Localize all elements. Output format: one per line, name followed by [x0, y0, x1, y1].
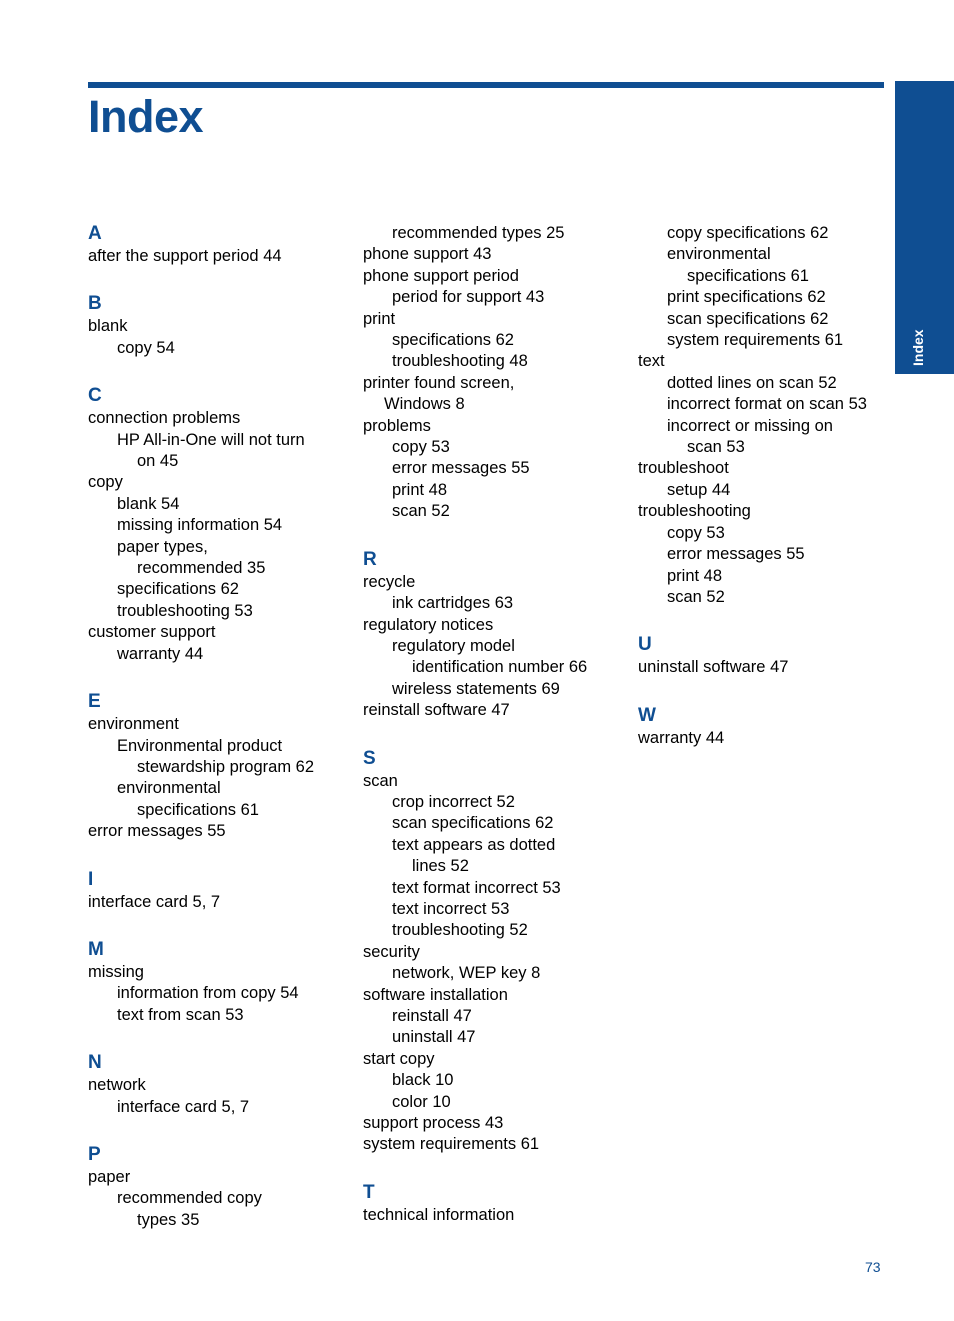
index-entry: customer support — [88, 623, 216, 642]
index-subentry: blank 54 — [117, 494, 180, 513]
index-subentry: incorrect format on scan 53 — [667, 395, 867, 414]
index-subentry: HP All-in-One will not turn — [117, 430, 305, 449]
index-subentry-continuation: identification number 66 — [412, 658, 588, 677]
index-entry: uninstall software 47 — [638, 658, 789, 677]
index-entry: software installation — [363, 985, 508, 1004]
index-subentry: scan 52 — [392, 502, 450, 521]
index-subentry: environmental — [667, 245, 771, 264]
index-entry: security — [363, 942, 420, 961]
index-entry: technical information — [363, 1205, 515, 1224]
index-section-e — [88, 690, 314, 842]
index-subentry: recommended copy — [117, 1189, 262, 1208]
index-subentry: specifications 62 — [392, 331, 514, 350]
index-column-3 — [638, 222, 867, 774]
index-subentry: network, WEP key 8 — [392, 964, 541, 983]
index-subentry: troubleshooting 48 — [392, 352, 528, 371]
index-subentry: missing information 54 — [117, 516, 283, 535]
index-subentry: reinstall 47 — [392, 1007, 472, 1025]
index-entry: system requirements 61 — [363, 1135, 540, 1154]
index-subentry: interface card 5, 7 — [117, 1097, 250, 1116]
index-subentry-continuation: scan 53 — [687, 438, 745, 457]
index-entry: regulatory notices — [363, 615, 494, 634]
index-subentry-continuation: on 45 — [137, 452, 179, 471]
index-subentry: text from scan 53 — [117, 1005, 244, 1024]
index-entry-continuation: Windows 8 — [384, 395, 465, 414]
index-section-w — [638, 704, 867, 749]
index-entry: blank — [88, 317, 128, 336]
index-entry: reinstall software 47 — [363, 701, 510, 720]
index-subentry: copy 53 — [392, 438, 450, 457]
index-subentry: copy specifications 62 — [667, 224, 829, 242]
index-subentry: copy 54 — [117, 338, 175, 357]
index-entry: environment — [88, 715, 179, 734]
index-subentry: regulatory model — [392, 636, 515, 655]
index-subentry-continuation: specifications 61 — [137, 800, 259, 819]
index-entry: troubleshooting — [638, 502, 751, 521]
index-subentry: troubleshooting 52 — [392, 921, 528, 940]
page-title: Index — [88, 91, 204, 142]
index-subentry: print 48 — [392, 480, 448, 499]
index-subentry: uninstall 47 — [392, 1028, 476, 1047]
index-subentry-continuation: stewardship program 62 — [137, 757, 315, 776]
index-subentry: ink cartridges 63 — [392, 594, 514, 613]
section-letter: N — [88, 1052, 102, 1074]
index-entry: problems — [363, 416, 431, 435]
index-entry: text — [638, 352, 665, 371]
index-subentry: Environmental product — [117, 736, 283, 755]
index-subentry: print specifications 62 — [667, 288, 826, 307]
index-entry: missing — [88, 962, 144, 981]
index-subentry: specifications 62 — [117, 580, 239, 599]
index-subentry: text appears as dotted — [392, 835, 556, 854]
index-subentry: paper types, — [117, 537, 208, 556]
index-subentry: recommended types 25 — [392, 224, 565, 242]
index-entry: connection problems — [88, 409, 241, 428]
index-entry: warranty 44 — [638, 728, 725, 747]
section-letter: B — [88, 293, 102, 315]
index-subentry: period for support 43 — [392, 288, 545, 307]
section-letter: S — [363, 747, 376, 769]
index-subentry: system requirements 61 — [667, 331, 844, 350]
index-subentry: troubleshooting 53 — [117, 601, 253, 620]
index-section-s — [363, 747, 587, 1156]
index-section-n — [88, 1051, 314, 1118]
index-entry: printer found screen, — [363, 373, 515, 392]
section-letter: T — [363, 1181, 375, 1203]
index-subentry: error messages 55 — [667, 545, 805, 564]
side-tab-label: Index — [910, 329, 926, 366]
index-section-i — [88, 868, 314, 913]
index-section-p — [88, 1143, 314, 1231]
index-subentry: information from copy 54 — [117, 984, 299, 1003]
index-entry: recycle — [363, 572, 416, 591]
index-section-c — [88, 384, 314, 665]
index-subentry-continuation: types 35 — [137, 1210, 200, 1229]
index-subentry: environmental — [117, 779, 221, 798]
index-entry: print — [363, 309, 396, 328]
section-letter: C — [88, 385, 102, 407]
index-section-t — [363, 1181, 587, 1226]
index-subentry: scan specifications 62 — [667, 309, 829, 328]
section-letter: W — [638, 704, 656, 726]
section-letter: A — [88, 223, 102, 244]
index-subentry: incorrect or missing on — [667, 416, 833, 435]
index-entry: copy — [88, 473, 123, 492]
index-entry: scan — [363, 771, 398, 790]
index-section-r — [363, 548, 587, 722]
index-section-u — [638, 633, 867, 678]
index-entry: phone support 43 — [363, 245, 492, 264]
section-letter: U — [638, 634, 652, 656]
index-subentry: scan 52 — [667, 587, 725, 606]
index-subentry: crop incorrect 52 — [392, 792, 515, 811]
index-section-m — [88, 938, 314, 1026]
index-subentry-continuation: recommended 35 — [137, 559, 266, 578]
index-subentry-continuation: specifications 61 — [687, 266, 809, 285]
section-letter: E — [88, 691, 101, 713]
index-column-1 — [88, 222, 314, 1256]
section-letter: I — [88, 868, 94, 890]
index-entry: phone support period — [363, 266, 519, 285]
index-column-2 — [363, 222, 587, 1251]
section-letter: M — [88, 938, 104, 960]
index-entry: start copy — [363, 1049, 435, 1068]
index-entry: after the support period 44 — [88, 247, 282, 265]
index-subentry: dotted lines on scan 52 — [667, 373, 837, 392]
index-subentry: error messages 55 — [392, 459, 530, 478]
index-entry: support process 43 — [363, 1114, 504, 1133]
index-entry: interface card 5, 7 — [88, 892, 221, 911]
header-rule — [88, 82, 884, 88]
index-subentry: text format incorrect 53 — [392, 878, 561, 897]
index-subentry: wireless statements 69 — [392, 679, 560, 698]
index-subentry: copy 53 — [667, 523, 725, 542]
index-section-b — [88, 292, 314, 359]
index-section-p-continued — [363, 222, 587, 523]
index-entry: troubleshoot — [638, 459, 729, 478]
index-entry: error messages 55 — [88, 822, 226, 841]
index-section-t-continued — [638, 222, 867, 608]
index-subentry: text incorrect 53 — [392, 899, 510, 918]
index-subentry: print 48 — [667, 566, 723, 585]
index-subentry: setup 44 — [667, 480, 731, 499]
index-entry: paper — [88, 1167, 131, 1186]
section-letter: R — [363, 548, 377, 570]
index-subentry-continuation: lines 52 — [412, 857, 469, 876]
index-subentry: color 10 — [392, 1092, 451, 1111]
index-section-a — [88, 222, 314, 267]
index-subentry: scan specifications 62 — [392, 814, 554, 833]
index-subentry: black 10 — [392, 1071, 454, 1090]
index-entry: network — [88, 1076, 146, 1095]
index-subentry: warranty 44 — [117, 644, 204, 663]
page-number: 73 — [865, 1259, 881, 1275]
section-letter: P — [88, 1143, 101, 1165]
